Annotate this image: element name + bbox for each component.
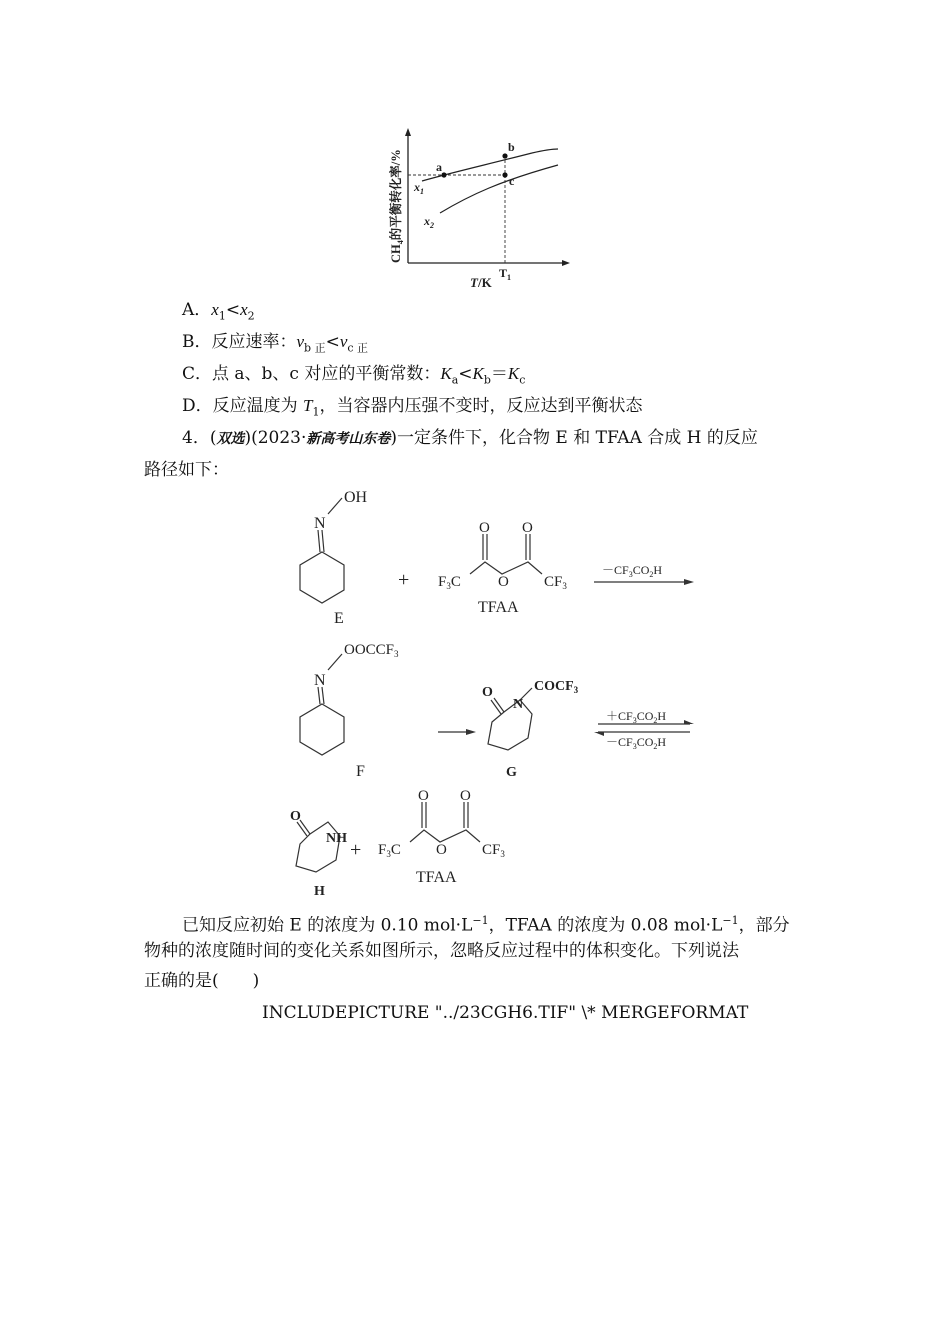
svg-text:CF3 <box>544 574 567 591</box>
tick-t1-sub: 1 <box>507 273 512 282</box>
conversion-chart <box>380 125 580 295</box>
q4-rest: )一定条件下，化合物 E 和 TFAA 合成 H 的反应 <box>390 428 758 448</box>
curve-x1 <box>532 149 558 153</box>
bond-f-n-o <box>328 654 342 670</box>
para-l1c: ，部分 <box>738 915 790 936</box>
option-b-v1: v <box>296 332 305 351</box>
arrow1-text-b: CO <box>632 563 650 577</box>
bond-e-cn-2 <box>322 530 324 552</box>
curve-x2-label: x <box>424 214 430 228</box>
para-l1b: ，TFAA 的浓度为 0.08 mol·L <box>488 915 723 936</box>
label-oh: OH <box>344 489 368 506</box>
x-axis-label-unit: /K <box>477 275 492 290</box>
label-o-bridge: O <box>498 574 509 590</box>
bond-g-co <box>494 698 504 712</box>
bond-g-co-b <box>491 700 501 714</box>
option-d <box>182 395 643 423</box>
label-nh: NH <box>326 831 347 846</box>
y-axis-label-rest: 的平衡转化率/% <box>389 149 403 241</box>
curve-x1-sub: 1 <box>420 187 424 196</box>
svg-text:CF3 <box>482 842 505 859</box>
label-cocf3: COCF <box>534 679 574 694</box>
svg-text:－CF3CO2H <box>606 735 666 751</box>
x-axis-arrow <box>562 260 570 266</box>
label-f3c-sub: 3 <box>446 581 451 591</box>
ring-g <box>488 700 532 750</box>
paragraph-line-2: 物种的浓度随时间的变化关系如图所示，忽略反应过程中的体积变化。下列说法 <box>144 941 739 961</box>
chain-tfaa2 <box>410 830 480 842</box>
plus-1: + <box>398 569 410 591</box>
label-tfaa-1: TFAA <box>478 599 519 616</box>
plus-2: + <box>350 839 362 861</box>
eq-top-a: ＋CF <box>606 709 633 723</box>
q4-tag-double: 双选 <box>216 431 245 447</box>
label-tfaa-2: TFAA <box>416 869 457 886</box>
bond-h-co-b <box>297 822 307 836</box>
eq-bottom-b: CO <box>636 735 654 749</box>
svg-text:F3C <box>438 574 461 591</box>
point-a <box>441 172 446 177</box>
svg-text:COCF3 <box>534 679 579 695</box>
eq-top-c: H <box>657 709 667 723</box>
point-a-label: a <box>436 160 442 174</box>
eq-top-b: CO <box>636 709 654 723</box>
label-h: H <box>314 884 325 899</box>
arrow1-text-c: H <box>653 563 663 577</box>
label2-cf3: CF <box>482 842 501 858</box>
arrow-2-head <box>466 729 476 735</box>
label2-f3c-sub: 3 <box>386 849 391 859</box>
svg-text:OOCCF3 <box>344 642 399 659</box>
eq-bottom-a: －CF <box>606 735 633 749</box>
label-n-e: N <box>314 515 326 532</box>
option-a-x2: x <box>240 300 248 319</box>
arrow1-sub2: 2 <box>649 570 654 579</box>
option-b-lt: < <box>325 332 340 352</box>
option-b-sub1: b 正 <box>304 341 326 355</box>
bond-e-cn-1 <box>318 530 320 552</box>
curve-x1-label: x <box>414 180 420 194</box>
option-d-t: T <box>303 396 313 415</box>
option-a-lt: < <box>225 300 241 320</box>
y-axis-arrow <box>405 128 411 136</box>
option-c-lt: < <box>458 364 473 384</box>
para-l1-sup2: −1 <box>722 914 739 927</box>
q4-stem-line2: 路径如下： <box>144 460 229 480</box>
option-b-label: B．反应速率： <box>182 332 297 352</box>
eq-arrow-back-head <box>594 732 604 736</box>
tick-t1-label: T <box>499 266 508 280</box>
includepicture-field: INCLUDEPICTURE "../23CGH6.TIF" \* MERGEFORMAT <box>262 1003 749 1023</box>
label-o-1: O <box>479 520 490 536</box>
curve-x2 <box>440 165 558 213</box>
label-c: C <box>450 574 461 590</box>
curve-x2-sub: 2 <box>430 221 434 230</box>
label-cf3-sub: 3 <box>562 581 567 591</box>
arrow-1-head <box>684 579 694 585</box>
label-ooccf3: OOCCF <box>344 642 395 658</box>
option-a-sub1: 1 <box>218 309 226 323</box>
bond-e-n-o <box>328 498 342 514</box>
bond-f-cn-1 <box>318 687 320 704</box>
svg-text:CH4的平衡转化率/% <box>388 149 405 263</box>
option-c-sub-b: b <box>483 373 491 387</box>
label-o-2: O <box>522 520 533 536</box>
option-c-k1: K <box>440 364 452 383</box>
x-axis-label-var: T <box>470 275 478 290</box>
label-n-g: N <box>513 697 524 712</box>
option-a <box>182 299 255 327</box>
label-f: F <box>356 763 365 780</box>
option-c <box>182 363 525 391</box>
option-b <box>182 331 368 359</box>
eq-arrow-forward-head <box>684 720 694 724</box>
para-l1a: 已知反应初始 E 的浓度为 0.10 mol·L <box>182 915 473 936</box>
label2-f3c: F <box>378 842 387 858</box>
ring-f <box>300 704 344 755</box>
eq-bottom-sub2: 2 <box>653 742 658 751</box>
point-c-label: c <box>509 174 515 188</box>
eq-bottom-sub1: 3 <box>632 742 637 751</box>
label-e: E <box>334 610 344 627</box>
y-axis-label-ch: CH <box>389 244 403 263</box>
paragraph-line-3: 正确的是( ) <box>144 971 260 991</box>
point-b <box>502 153 507 158</box>
eq-top-sub2: 2 <box>653 716 658 725</box>
option-a-label: A． <box>182 300 212 320</box>
q4-tag-source: 新高考山东卷 <box>306 431 391 447</box>
point-c <box>502 172 507 177</box>
option-a-sub2: 2 <box>247 309 255 323</box>
q4-mid: )(2023· <box>244 428 307 448</box>
label2-cf3-sub: 3 <box>500 849 505 859</box>
svg-text:－CF3CO2H <box>602 563 662 579</box>
label-g: G <box>506 765 517 780</box>
label2-c: C <box>390 842 401 858</box>
option-b-v2: v <box>339 332 348 351</box>
label-o2-2: O <box>460 788 471 804</box>
eq-bottom-c: H <box>657 735 667 749</box>
arrow1-text-a: －CF <box>602 563 629 577</box>
option-b-sub2: c 正 <box>347 341 369 355</box>
option-c-k2: K <box>472 364 484 383</box>
point-b-label: b <box>508 140 515 154</box>
label-o2-1: O <box>418 788 429 804</box>
label-cocf3-sub: 3 <box>573 685 579 695</box>
label-o-g: O <box>482 685 493 700</box>
svg-text:x2 <box>423 214 434 230</box>
y-axis-label-sub: 4 <box>396 240 405 245</box>
paragraph-line-1 <box>182 910 790 937</box>
option-c-label: C．点 a、b、c 对应的平衡常数： <box>182 364 441 384</box>
label-cf3: CF <box>544 574 563 590</box>
option-d-sub: 1 <box>312 405 320 419</box>
option-c-k3: K <box>507 364 520 383</box>
svg-text:T/K <box>470 275 493 290</box>
svg-text:＋CF3CO2H <box>606 709 666 725</box>
option-c-eq: ＝ <box>490 364 508 384</box>
label-f3c: F <box>438 574 447 590</box>
option-a-x1: x <box>211 300 219 319</box>
chain-tfaa <box>470 562 542 574</box>
label-o-h: O <box>290 809 301 824</box>
eq-top-sub1: 3 <box>632 716 637 725</box>
label-n-f: N <box>314 672 326 689</box>
arrow1-sub1: 3 <box>628 570 633 579</box>
svg-text:F3C <box>378 842 401 859</box>
q4-stem <box>182 427 758 450</box>
svg-text:T1 <box>499 266 511 282</box>
option-c-sub-c: c <box>519 373 526 387</box>
reaction-scheme <box>270 482 710 902</box>
option-d-post: ，当容器内压强不变时，反应达到平衡状态 <box>319 396 643 416</box>
label-o2-bridge: O <box>436 842 447 858</box>
label-ooccf3-sub: 3 <box>394 649 399 659</box>
ring-e <box>300 552 344 603</box>
bond-f-cn-2 <box>322 687 324 704</box>
bond-h-co <box>300 820 310 834</box>
option-d-pre: D．反应温度为 <box>182 396 304 416</box>
para-l1-sup1: −1 <box>472 914 489 927</box>
svg-text:x1 <box>413 180 424 196</box>
option-c-sub-a: a <box>451 373 459 387</box>
q4-number: 4．( <box>182 428 217 448</box>
